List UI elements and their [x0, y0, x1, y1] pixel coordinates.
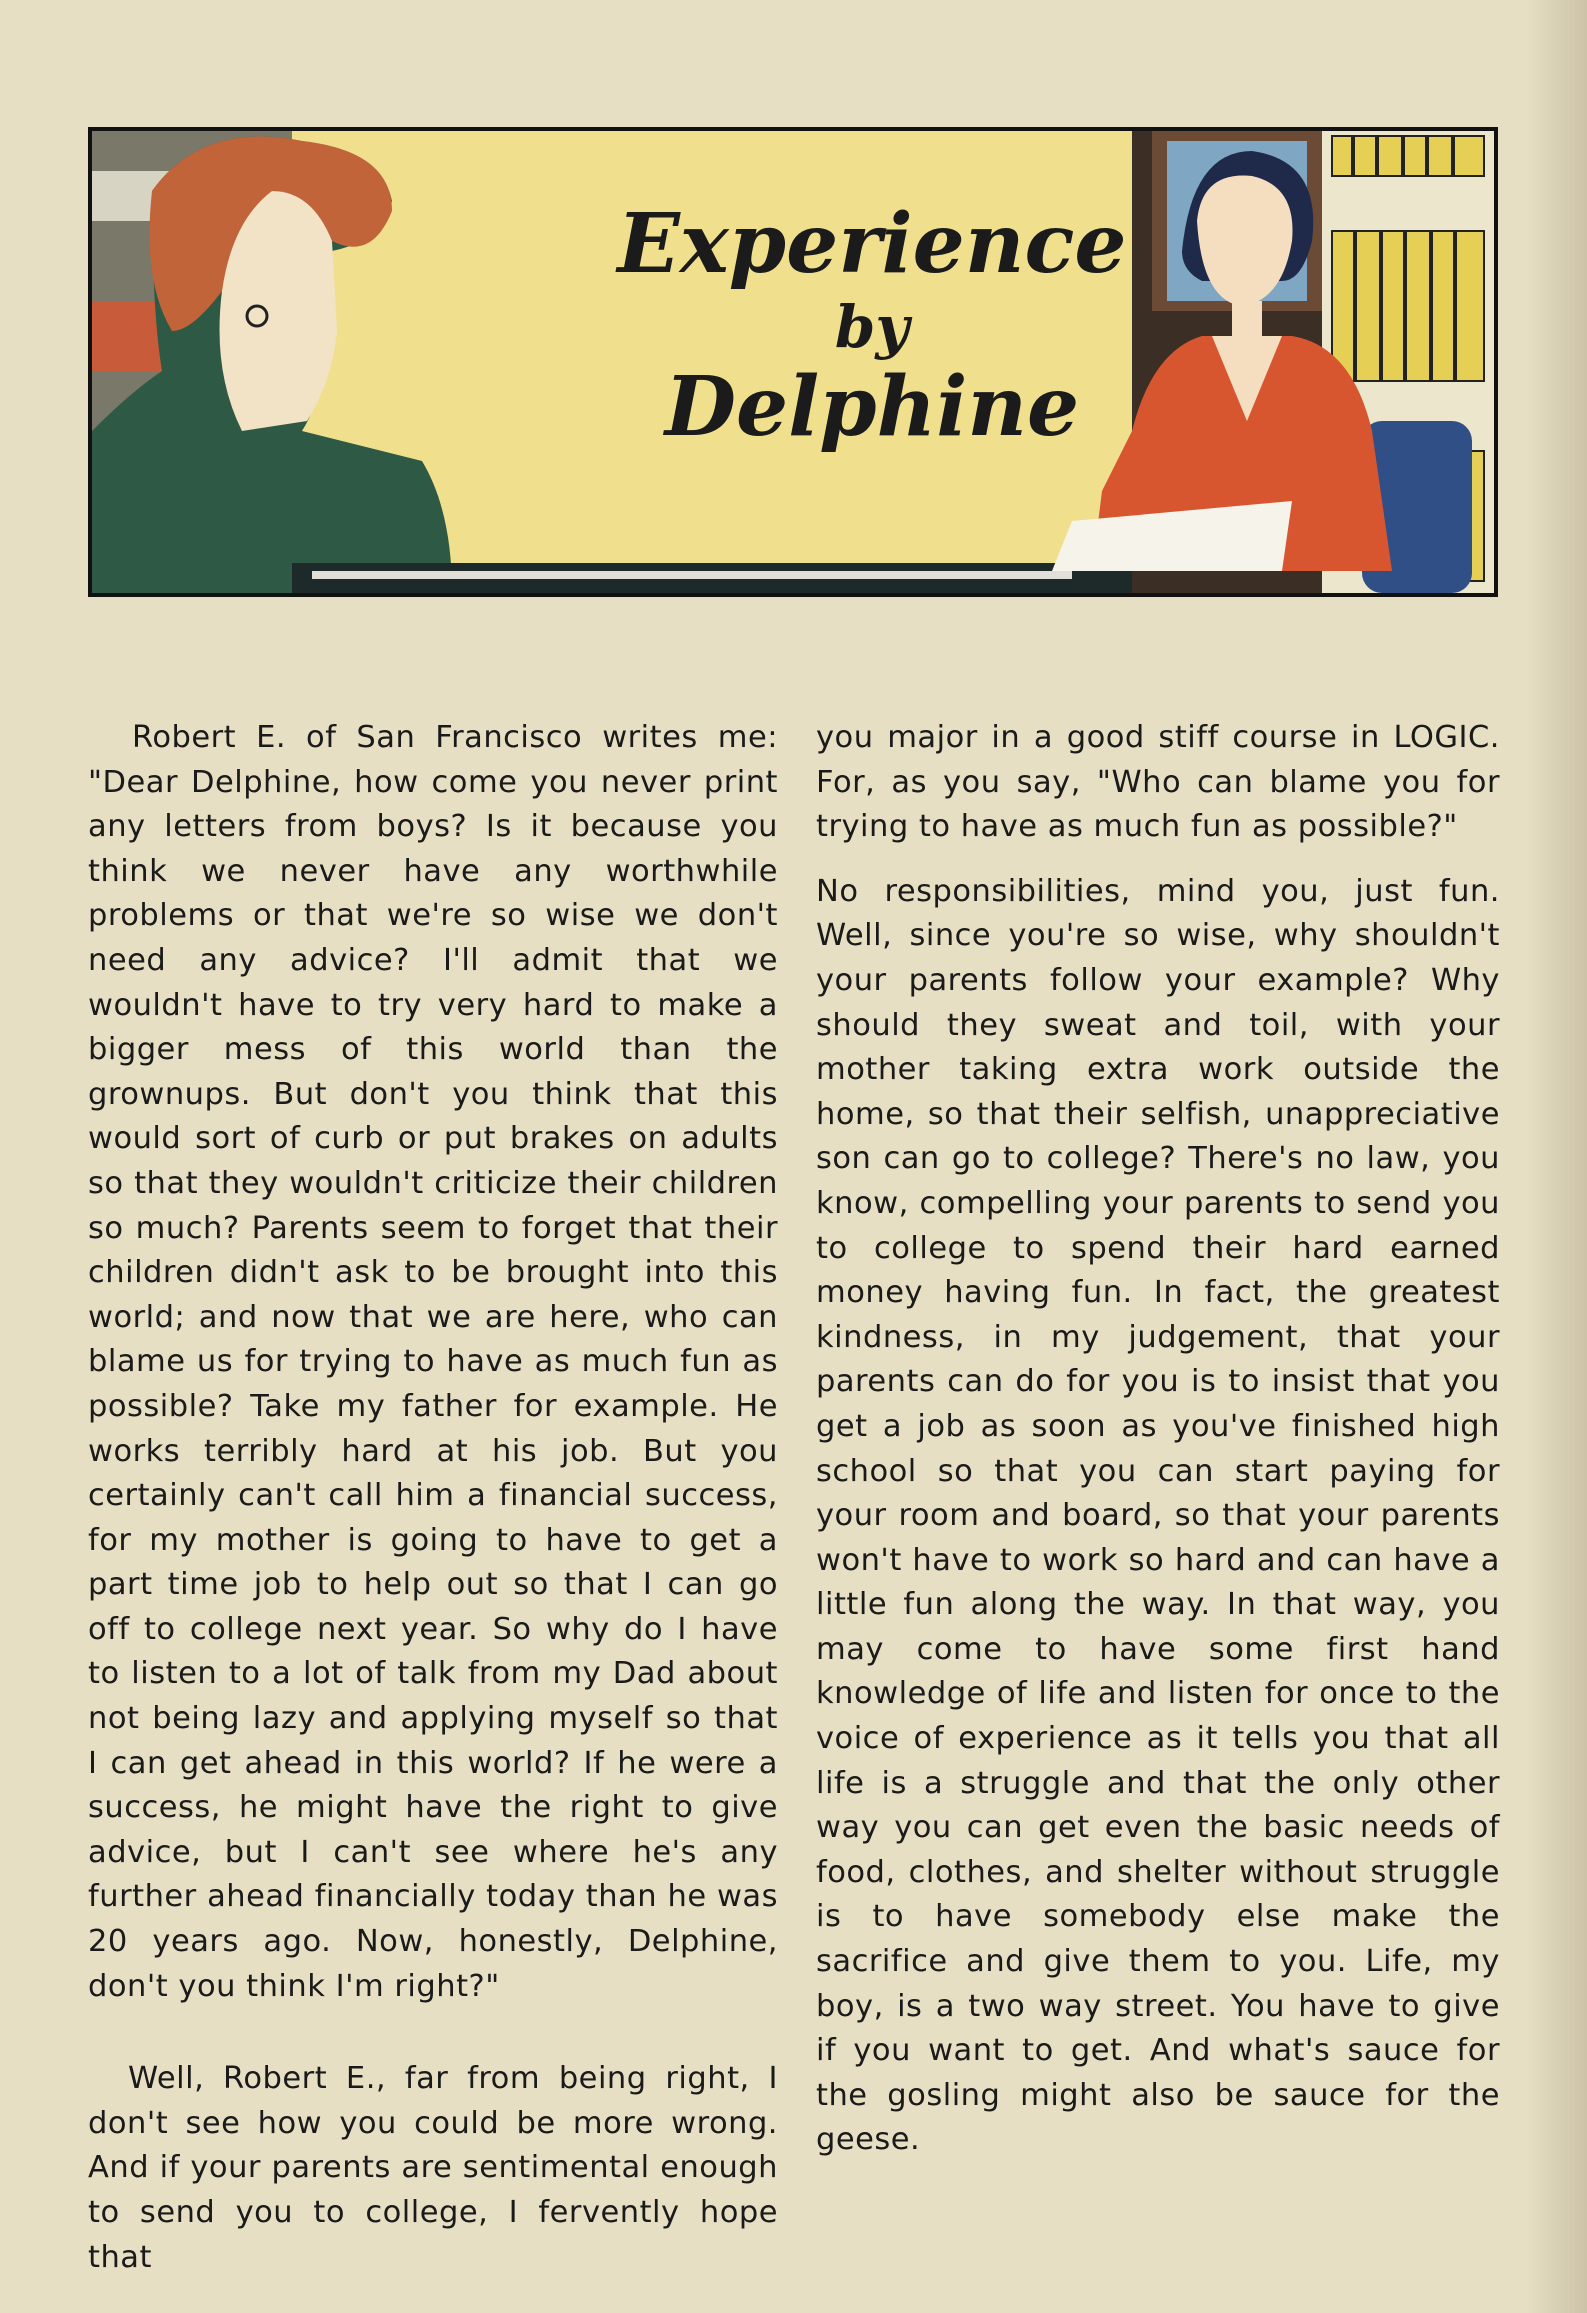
reader-letter: Robert E. of San Francisco writes me: "Dear Delphine, how come you never print any letters from boys? Is it because you think we never have any worthwhile problems or that we're so wise we don't need any advice? I'll admit that we wouldn't have to try very hard to make a bigger mess of this world than the grownups. But don't you think that this would sort of curb or put brakes on adults so that they wouldn't criticize their children so much? Parents seem to forget that their children didn't ask to be brought into this world; and now that we are here, who can blame us for trying to have as much fun as possible? Take my father for example. He works terribly hard at his job. But you certainly can't call him a financial success, for my mother is going to have to get a part time job to help out so that I can go off to college next year. So why do I have to listen to a lot of talk from my Dad about not being lazy and applying myself so that I can get ahead in this world? If he were a success, he might have the right to give advice, but I can't see where he's any further ahead financially today than he was 20 years ago. Now, honestly, Delphine, don't you think I'm right?" — [88, 720, 778, 2004]
left-column — [88, 716, 778, 2280]
reply-paragraph-start: Well, Robert E., far from being right, I don't see how you could be more wrong. And if your parents are sentimental enough to send you to college, I fervently hope that — [88, 2061, 778, 2275]
page-edge-shadow — [1527, 0, 1587, 2313]
article-title — [612, 196, 1132, 455]
title-experience: Experience — [617, 196, 1127, 292]
header-illustration-panel — [88, 127, 1498, 597]
title-by: by — [834, 293, 910, 362]
title-delphine: Delphine — [664, 358, 1080, 455]
right-column — [816, 716, 1500, 2163]
reply-paragraph-continued: you major in a good stiff course in LOGIC. For, as you say, "Who can blame you for trying to have as much fun as possible?" — [816, 720, 1500, 845]
reply-paragraph-main: No responsibilities, mind you, just fun. Well, since you're so wise, why shouldn't your parents follow your example? Why should they sweat and toil, with your mother taking extra work outside the home, so that their selfish, unappreciative son can go to college? There's no law, you know, compelling your parents to send you to college to spend their hard earned money having fun. In fact, the greatest kindness, in my judgement, that your parents can do for you is to insist that you get a job as soon as you've finished high school so that you can start paying for your room and board, so that your parents won't have to work so hard and can have a little fun along the way. In that way, you may come to have some first hand knowledge of life and listen for once to the voice of experience as it tells you that all life is a struggle and that the only other way you can get even the basic needs of food, clothes, and shelter without struggle is to have somebody else make the sacrifice and give them to you. Life, my boy, is a two way street. You have to give if you want to get. And what's sauce for the gosling might also be sauce for the geese. — [816, 873, 1500, 2158]
